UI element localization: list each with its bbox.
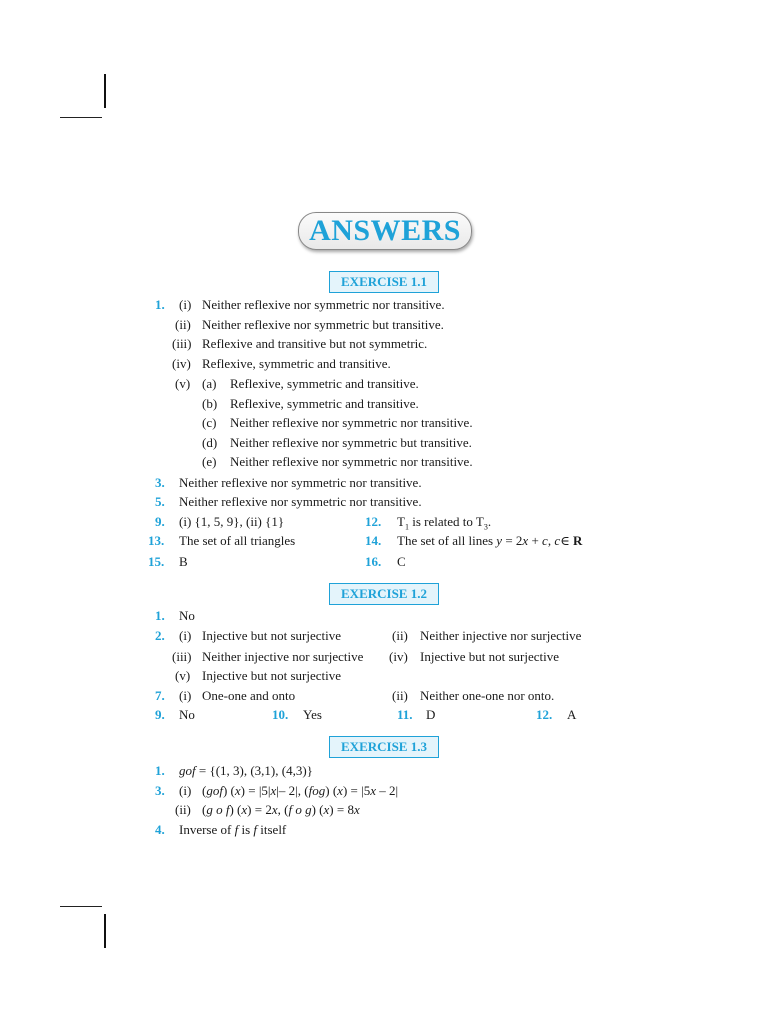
ex1-q14-answer: The set of all lines y = 2x + c, c∈ R (397, 533, 583, 548)
ex2-q12-number: 12. (536, 707, 553, 722)
ex3-q4-answer: Inverse of f is f itself (179, 822, 287, 837)
ex2-q2-i-tag: (i) (179, 628, 192, 643)
ex2-q11-number: 11. (397, 707, 413, 722)
ex2-q7-ii-tag: (ii) (392, 688, 408, 703)
exercise-1-3-heading: EXERCISE 1.3 (329, 736, 439, 758)
ex3-q3-ii-tag: (ii) (175, 802, 191, 817)
ex1-q1-ve-answer: Neither reflexive nor symmetric nor transitive. (230, 454, 473, 469)
ex1-q5-number: 5. (155, 494, 165, 509)
ex2-q7-number: 7. (155, 688, 165, 703)
ex3-q3-ii-answer: (g o f) (x) = 2x, (f o g) (x) = 8x (202, 802, 360, 817)
ex1-q1-ve-tag: (e) (202, 454, 217, 469)
ex1-q3-number: 3. (155, 475, 165, 490)
ex1-q16-answer: C (397, 554, 406, 569)
ex3-q3-i-tag: (i) (179, 783, 192, 798)
ex3-q1-number: 1. (155, 763, 165, 778)
exercise-1-2-heading: EXERCISE 1.2 (329, 583, 439, 605)
ex3-q3-number: 3. (155, 783, 165, 798)
ex1-q15-number: 15. (148, 554, 165, 569)
ex2-q2-iv-answer: Injective but not surjective (420, 649, 559, 664)
ex1-q9-number: 9. (155, 514, 165, 529)
crop-mark-top-line (60, 117, 102, 118)
ex2-q10-answer: Yes (303, 707, 322, 722)
ex1-q3-answer: Neither reflexive nor symmetric nor transitive. (179, 475, 422, 490)
ex1-q14-number: 14. (365, 533, 382, 548)
ex2-q11-answer: D (426, 707, 436, 722)
ex2-q2-iii-answer: Neither injective nor surjective (202, 649, 364, 664)
ex2-q1-number: 1. (155, 608, 165, 623)
ex2-q9-number: 9. (155, 707, 165, 722)
ex1-q1-vd-tag: (d) (202, 435, 218, 450)
ex2-q2-v-answer: Injective but not surjective (202, 668, 341, 683)
ex2-q9-answer: No (179, 707, 195, 722)
ex2-q2-v-tag: (v) (175, 668, 191, 683)
ex1-q1-iv-answer: Reflexive, symmetric and transitive. (202, 356, 391, 371)
ex1-q1-i-tag: (i) (179, 297, 192, 312)
ex1-q16-number: 16. (365, 554, 382, 569)
ex1-q1-iv-tag: (iv) (172, 356, 191, 371)
ex2-q7-i-answer: One-one and onto (202, 688, 296, 703)
ex1-q1-vc-tag: (c) (202, 415, 217, 430)
ex1-q1-i-answer: Neither reflexive nor symmetric nor transitive. (202, 297, 445, 312)
page-title: ANSWERS (298, 212, 472, 250)
ex2-q2-i-answer: Injective but not surjective (202, 628, 341, 643)
crop-mark-top-bar (104, 74, 106, 108)
exercise-1-1-heading: EXERCISE 1.1 (329, 271, 439, 293)
ex1-q1-vb-tag: (b) (202, 396, 218, 411)
ex2-q2-iv-tag: (iv) (389, 649, 408, 664)
ex1-q1-number: 1. (155, 297, 165, 312)
ex1-q1-iii-answer: Reflexive and transitive but not symmetric. (202, 336, 428, 351)
ex1-q1-ii-answer: Neither reflexive nor symmetric but transitive. (202, 317, 444, 332)
ex3-q1-answer: gof = {(1, 3), (3,1), (4,3)} (179, 763, 313, 778)
ex1-q1-ii-tag: (ii) (175, 317, 191, 332)
ex2-q7-ii-answer: Neither one-one nor onto. (420, 688, 555, 703)
ex1-q12-answer: $T_1$ is related to $T_3$. (397, 514, 492, 532)
ex1-q1-v-tag: (v) (175, 376, 191, 391)
crop-mark-bottom-line (60, 906, 102, 907)
ex3-q3-i-answer: (gof) (x) = |5|x|– 2|, (fog) (x) = |5x – 2| (202, 783, 399, 798)
ex1-q9-answer: (i) {1, 5, 9}, (ii) {1} (179, 514, 285, 529)
ex1-q1-va-tag: (a) (202, 376, 217, 391)
ex1-q13-number: 13. (148, 533, 165, 548)
ex2-q2-ii-answer: Neither injective nor surjective (420, 628, 582, 643)
ex1-q12-number: 12. (365, 514, 382, 529)
ex1-q5-answer: Neither reflexive nor symmetric nor transitive. (179, 494, 422, 509)
ex1-q1-vb-answer: Reflexive, symmetric and transitive. (230, 396, 419, 411)
ex1-q1-va-answer: Reflexive, symmetric and transitive. (230, 376, 419, 391)
ex1-q13-answer: The set of all triangles (179, 533, 296, 548)
ex2-q7-i-tag: (i) (179, 688, 192, 703)
ex1-q1-vc-answer: Neither reflexive nor symmetric nor transitive. (230, 415, 473, 430)
ex2-q2-number: 2. (155, 628, 165, 643)
ex3-q4-number: 4. (155, 822, 165, 837)
ex1-q15-answer: B (179, 554, 188, 569)
ex1-q1-vd-answer: Neither reflexive nor symmetric but transitive. (230, 435, 472, 450)
ex2-q12-answer: A (567, 707, 577, 722)
ex2-q1-answer: No (179, 608, 195, 623)
ex1-q1-iii-tag: (iii) (172, 336, 192, 351)
ex2-q10-number: 10. (272, 707, 289, 722)
ex2-q2-ii-tag: (ii) (392, 628, 408, 643)
ex2-q2-iii-tag: (iii) (172, 649, 192, 664)
crop-mark-bottom-bar (104, 914, 106, 948)
